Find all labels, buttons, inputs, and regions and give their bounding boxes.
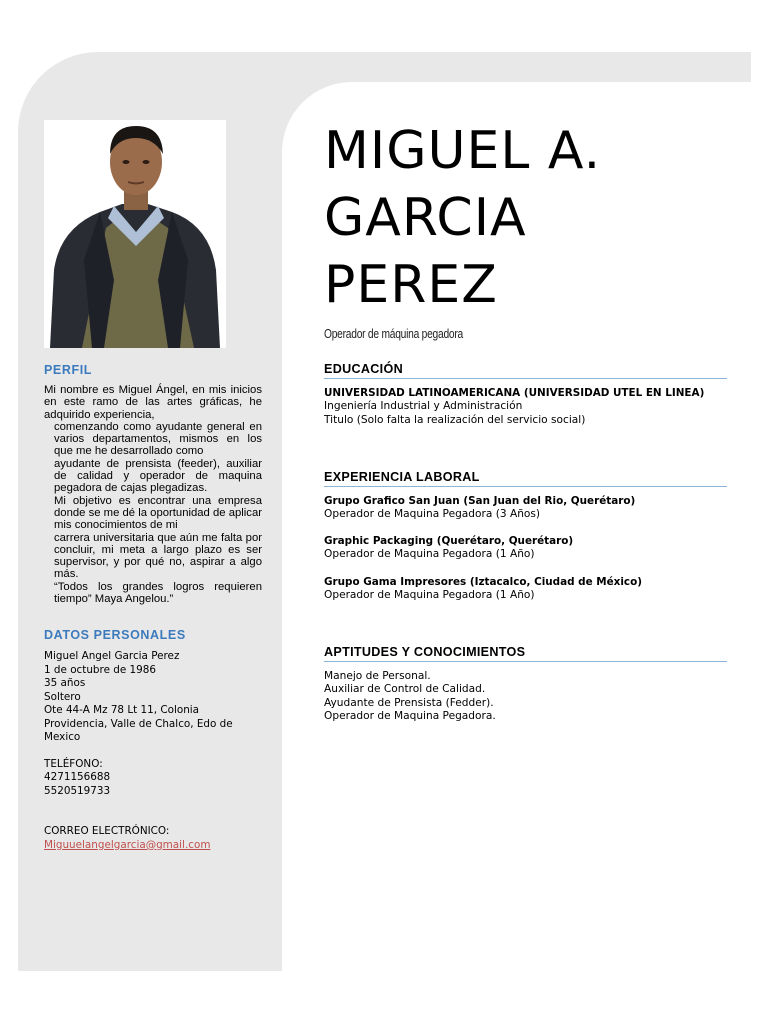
profile-photo bbox=[44, 120, 226, 348]
perfil-heading: PERFIL bbox=[44, 363, 93, 377]
job-role: Operador de Maquina Pegadora (3 Años) bbox=[324, 508, 541, 521]
name-line: PEREZ bbox=[324, 255, 498, 315]
telefono-1: 4271156688 bbox=[44, 771, 111, 783]
job-entry bbox=[324, 495, 727, 522]
job-company: Grupo Gama Impresores (Iztacalco, Ciudad de México) bbox=[324, 576, 642, 588]
perfil-line: comenzando como ayudante general en varios departamentos, mismos en los que me he desarrollado como bbox=[54, 420, 262, 458]
educacion-block bbox=[324, 387, 727, 427]
aptitudes-list bbox=[324, 670, 727, 724]
perfil-line: ayudante de prensista (feeder), auxiliar de calidad y operador de maquina pegadora de cajas plegadizas. bbox=[54, 457, 262, 495]
telefono-2: 5520519733 bbox=[44, 784, 111, 797]
aptitude-item: Operador de Maquina Pegadora. bbox=[324, 710, 496, 723]
datos-address: Ote 44-A Mz 78 Lt 11, Colonia Providencia, Valle de Chalco, Edo de Mexico bbox=[44, 704, 233, 743]
job-company: Grupo Grafico San Juan (San Juan del Rio, Querétaro) bbox=[324, 495, 636, 507]
aptitude-item: Auxiliar de Control de Calidad. bbox=[324, 683, 486, 696]
perfil-line: Mi nombre es Miguel Ángel, en mis inicios en este ramo de las artes gráficas, he adquirido experiencia, bbox=[44, 384, 262, 421]
educacion-heading: EDUCACIÓN bbox=[324, 362, 727, 379]
datos-birthdate: 1 de octubre de 1986 bbox=[44, 663, 157, 676]
name-line: GARCIA bbox=[324, 188, 527, 248]
experiencia-heading: EXPERIENCIA LABORAL bbox=[324, 470, 727, 487]
datos-name: Miguel Angel Garcia Perez bbox=[44, 650, 180, 662]
person-portrait-icon bbox=[44, 120, 226, 348]
perfil-text bbox=[44, 384, 262, 605]
program-name: Ingeniería Industrial y Administración bbox=[324, 400, 523, 413]
aptitudes-heading: APTITUDES Y CONOCIMIENTOS bbox=[324, 645, 727, 662]
email-link[interactable]: Miguuelangelgarcia@gmail.com bbox=[44, 838, 211, 851]
candidate-name bbox=[324, 118, 601, 319]
correo-label: CORREO ELECTRÓNICO: bbox=[44, 825, 170, 837]
job-company: Graphic Packaging (Querétaro, Querétaro) bbox=[324, 535, 574, 547]
job-role: Operador de Maquina Pegadora (1 Año) bbox=[324, 548, 535, 561]
datos-personales bbox=[44, 650, 262, 852]
datos-civil-status: Soltero bbox=[44, 690, 81, 703]
perfil-quote: “Todos los grandes logros requieren tiempo” Maya Angelou.” bbox=[54, 580, 262, 606]
aptitude-item: Ayudante de Prensista (Fedder). bbox=[324, 696, 494, 709]
perfil-line: Mi objetivo es encontrar una empresa donde se me dé la oportunidad de aplicar mis conocimientos de mi bbox=[54, 494, 262, 532]
degree-status: Titulo (Solo falta la realización del servicio social) bbox=[324, 413, 586, 426]
aptitude-item: Manejo de Personal. bbox=[324, 670, 431, 682]
datos-heading: DATOS PERSONALES bbox=[44, 628, 186, 642]
job-role: Operador de Maquina Pegadora (1 Año) bbox=[324, 589, 535, 602]
telefono-label: TELÉFONO: bbox=[44, 757, 103, 770]
name-line: MIGUEL A. bbox=[324, 121, 602, 181]
job-title: Operador de máquina pegadora bbox=[324, 327, 464, 341]
datos-age: 35 años bbox=[44, 677, 86, 689]
school-name: UNIVERSIDAD LATINOAMERICANA (UNIVERSIDAD UTEL EN LINEA) bbox=[324, 387, 705, 399]
job-entry bbox=[324, 576, 727, 603]
job-entry bbox=[324, 535, 727, 562]
perfil-line: carrera universitaria que aún me falta por concluir, mi meta a largo plazo es ser supervisor, y por qué no, aspirar a algo más. bbox=[54, 531, 262, 581]
